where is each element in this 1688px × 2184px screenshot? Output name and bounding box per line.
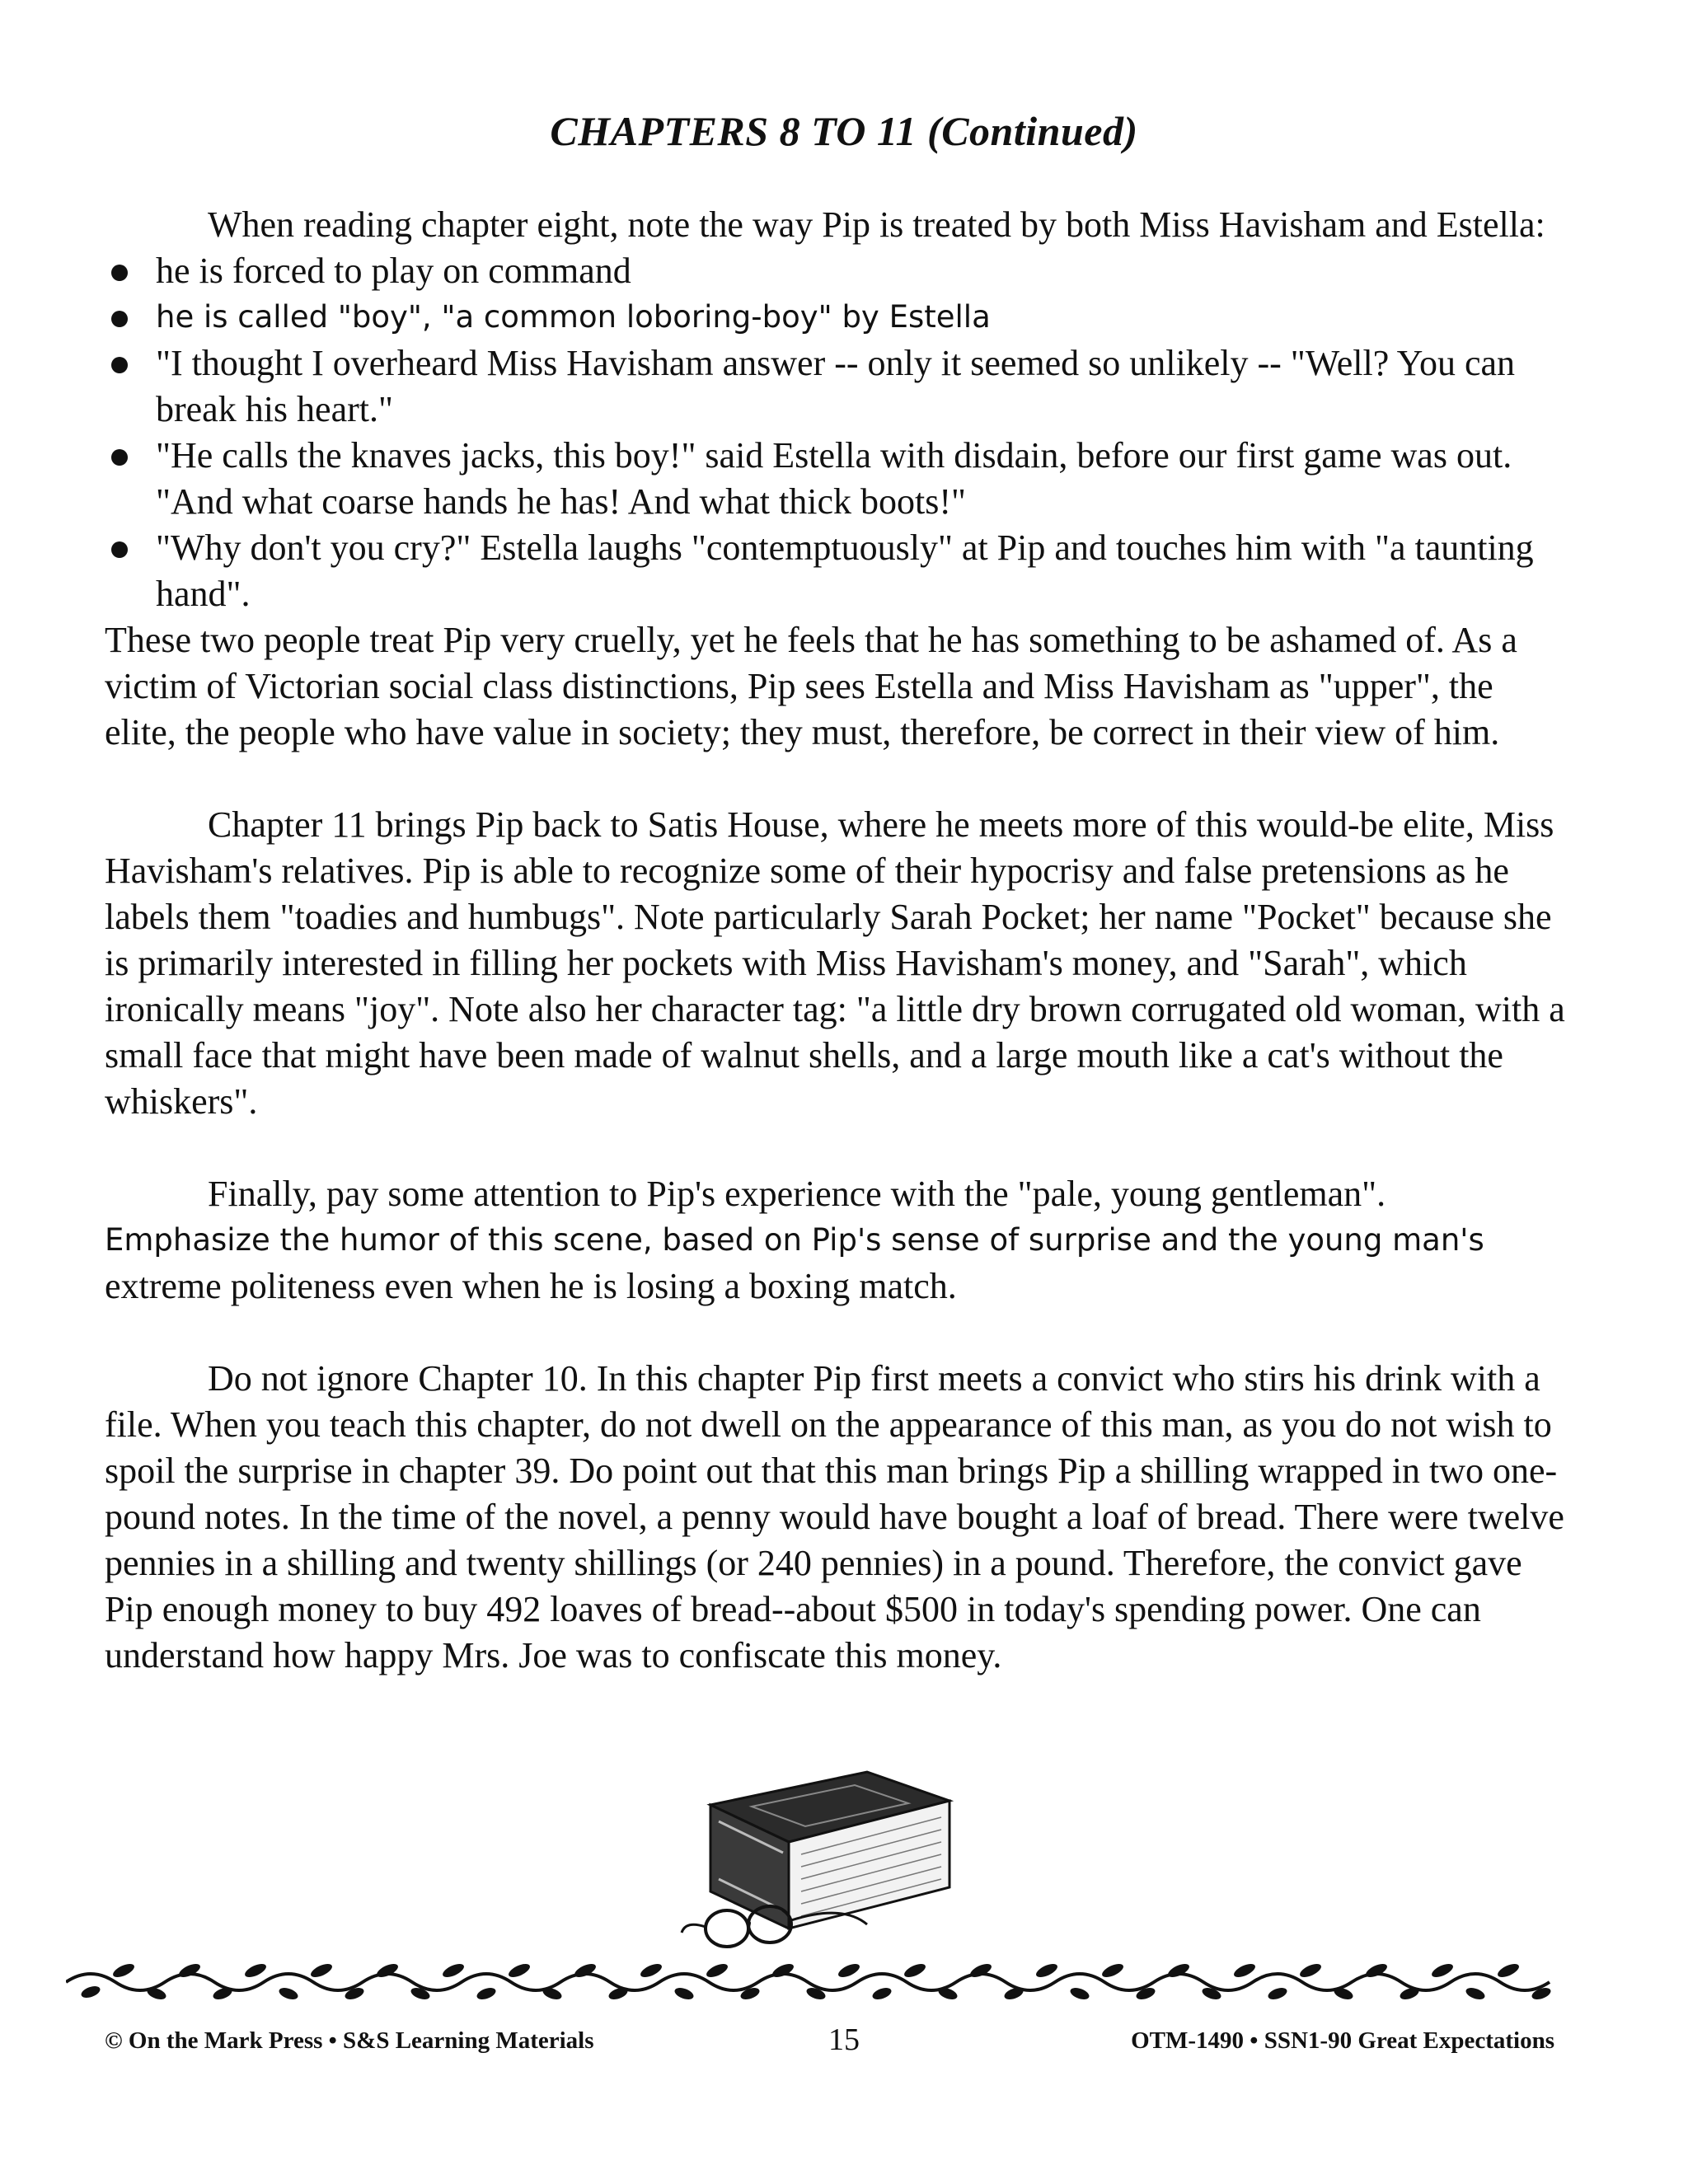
intro-paragraph: When reading chapter eight, note the way Pip is treated by both Miss Havisham and Estella: — [208, 204, 1545, 245]
bullet-list — [105, 248, 1572, 617]
paragraph-gap — [105, 756, 1572, 802]
footer-product-code: OTM-1490 • SSN1-90 Great Expectations — [1131, 2027, 1554, 2054]
book-and-spectacles-illustration — [678, 1755, 974, 1961]
bullet-item: "He calls the knaves jacks, this boy!" said Estella with disdain, before our first game was out. "And what coarse hands he has! And what thick boots!" — [105, 433, 1572, 525]
cruelty-paragraph: These two people treat Pip very cruelly, yet he feels that he has something to be ashamed of. As a victim of Victorian social class distinctions, Pip sees Estella and Miss Havisham as "upper", the elite, the people who have value in society; they must, therefore, be correct in their view of him. — [105, 620, 1517, 752]
body-text — [105, 202, 1572, 1679]
page-title: CHAPTERS 8 TO 11 (Continued) — [550, 108, 1138, 154]
footer-publisher: © On the Mark Press • S&S Learning Materials — [105, 2027, 594, 2054]
finally-line-2: Emphasize the humor of this scene, based on Pip's sense of surprise and the young man's — [105, 1222, 1484, 1258]
paragraph-gap — [105, 1125, 1572, 1171]
bullet-item: he is forced to play on command — [105, 248, 1572, 294]
finally-line-1: Finally, pay some attention to Pip's experience with the "pale, young gentleman". — [208, 1174, 1386, 1214]
bullet-item: he is called "boy", "a common loboring-boy" by Estella — [105, 294, 1572, 340]
bullet-item: "Why don't you cry?" Estella laughs "contemptuously" at Pip and touches him with "a taunting hand". — [105, 525, 1572, 617]
page-number: 15 — [828, 2022, 860, 2057]
chapter10-paragraph: Do not ignore Chapter 10. In this chapter Pip first meets a convict who stirs his drink with a file. When you teach this chapter, do not dwell on the appearance of this man, as you do not wish to spoil the surprise in chapter 39. Do point out that this man brings Pip a shilling wrapped in two one-pound notes. In the time of the novel, a penny would have bought a loaf of bread. There were twelve pennies in a shilling and twenty shillings (or 240 pennies) in a pound. Therefore, the convict gave Pip enough money to buy 492 loaves of bread--about $500 in today's spending power. One can understand how happy Mrs. Joe was to confiscate this money. — [105, 1358, 1564, 1675]
finally-paragraph — [105, 1171, 1572, 1310]
vine-divider — [66, 1949, 1574, 2007]
bullet-item: "I thought I overheard Miss Havisham answer -- only it seemed so unlikely -- "Well? You can break his heart." — [105, 340, 1572, 433]
chapter11-paragraph: Chapter 11 brings Pip back to Satis House, where he meets more of this would-be elite, Miss Havisham's relatives. Pip is able to recognize some of their hypocrisy and false pretensions as he labels them "toadies and humbugs". Note particularly Sarah Pocket; her name "Pocket" because she is primarily interested in filling her pockets with Miss Havisham's money, and "Sarah", which ironically means "joy". Note also her character tag: "a little dry brown corrugated old woman, with a small face that might have been made of walnut shells, and a large mouth like a cat's without the whiskers". — [105, 804, 1565, 1122]
paragraph-gap — [105, 1310, 1572, 1356]
finally-line-3: extreme politeness even when he is losing a boxing match. — [105, 1266, 957, 1306]
